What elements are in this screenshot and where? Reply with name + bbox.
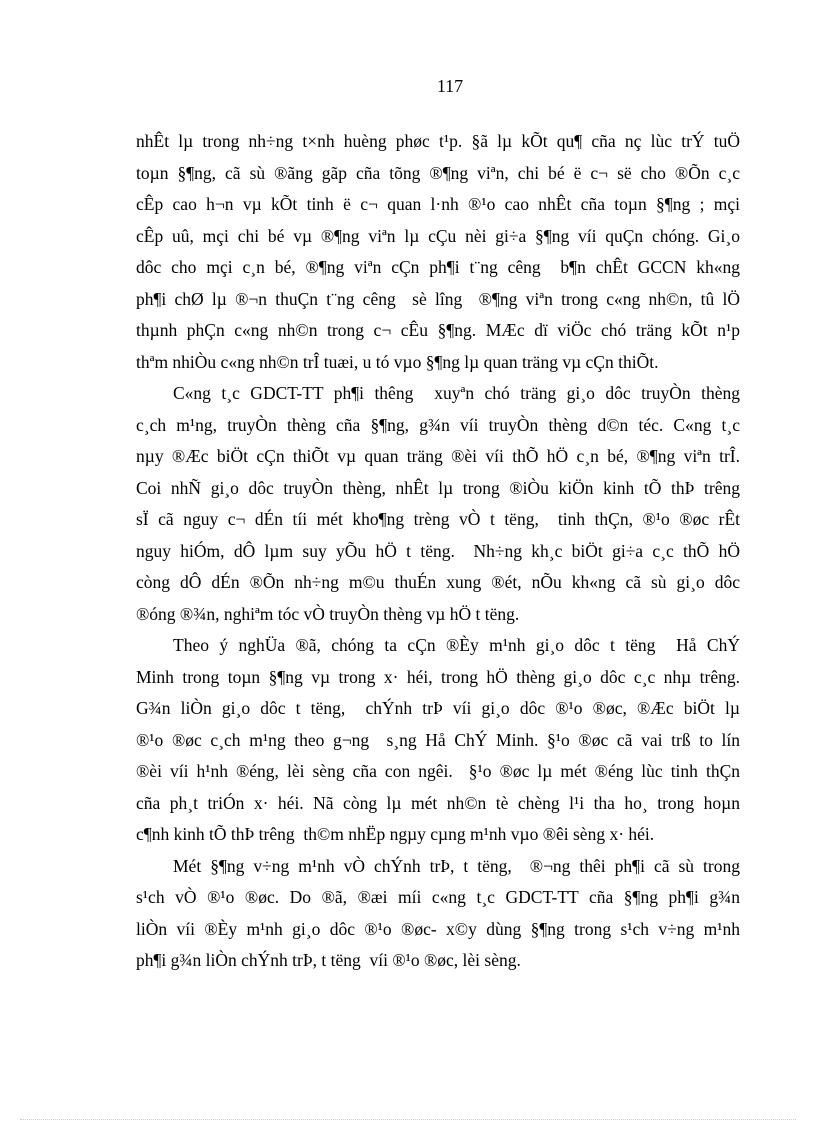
text-line: s¹ch vÒ ®¹o ®øc. Do ®ã, ®æi míi c«ng t¸c GDCT-TT cña §¶ng ph¶i g¾n [136, 887, 740, 907]
text-line: liÒn víi ®Èy m¹nh gi¸o dôc ®¹o ®øc- x©y dùng §¶ng trong s¹ch v÷ng m¹nh [136, 918, 740, 939]
text-line: thªm nhiÒu c«ng nh©n trÎ tuæi, u tó vµo §¶ng lµ quan träng vµ cÇn thiÕt. [136, 351, 659, 372]
text-line: C«ng t¸c GDCT-TT ph¶i thêng xuyªn chó träng gi¸o dôc truyÒn thèng [173, 383, 740, 403]
text-line: c¸ch m¹ng, truyÒn thèng cña §¶ng, g¾n víi truyÒn thèng d©n téc. C«ng t¸c [136, 414, 740, 435]
text-line: c¶nh kinh tÕ thÞ trêng th©m nhËp ngµy cµng m¹nh vµo ®êi sèng x· héi. [136, 824, 655, 844]
text-line: còng dÔ dÉn ®Õn nh÷ng m©u thuÉn xung ®ét, nÕu kh«ng cã sù gi¸o dôc [136, 572, 740, 592]
text-line: ®¹o ®øc c¸ch m¹ng theo g¬ng s¸ng Hå ChÝ Minh. §¹o ®øc cã vai trß to lín [136, 729, 740, 750]
text-line: toµn §¶ng, cã sù ®ãng gãp cña tõng ®¶ng viªn, chi bé ë c¬ së cho ®Õn c¸c [136, 162, 740, 183]
text-line: nµy ®Æc biÖt cÇn thiÕt vµ quan träng ®èi víi thÕ hÖ c¸n bé, ®¶ng viªn trÎ. [136, 446, 740, 466]
body-text [136, 126, 740, 977]
text-line: cÊp cao h¬n vµ kÕt tinh ë c¬ quan l·nh ®¹o cao nhÊt cña toµn §¶ng ; mçi [136, 194, 740, 214]
text-line: Mét §¶ng v÷ng m¹nh vÒ chÝnh trÞ, t tëng, ®¬ng thêi ph¶i cã sù trong [173, 855, 740, 876]
text-line: G¾n liÒn gi¸o dôc t tëng, chÝnh trÞ víi gi¸o dôc ®¹o ®øc, ®Æc biÖt lµ [136, 698, 740, 718]
text-line: dôc cho mçi c¸n bé, ®¶ng viªn cÇn ph¶i t¨ng cêng b¶n chÊt GCCN kh«ng [136, 257, 740, 277]
text-line: nguy hiÓm, dÔ lµm suy yÕu hÖ t tëng. Nh÷ng kh¸c biÖt gi÷a c¸c thÕ hÖ [136, 540, 740, 561]
page-number: 117 [436, 76, 464, 96]
text-line: ph¶i g¾n liÒn chÝnh trÞ, t tëng víi ®¹o ®øc, lèi sèng. [136, 950, 521, 970]
text-line: sÏ cã nguy c¬ dÉn tíi mét kho¶ng trèng vÒ t tëng, tinh thÇn, ®¹o ®øc rÊt [136, 509, 740, 529]
text-line: Coi nhÑ gi¸o dôc truyÒn thèng, nhÊt lµ trong ®iÒu kiÖn kinh tÕ thÞ trêng [136, 477, 740, 498]
text-line: Theo ý nghÜa ®ã, chóng ta cÇn ®Èy m¹nh gi¸o dôc t tëng Hå ChÝ [173, 635, 740, 655]
text-line: thµnh phÇn c«ng nh©n trong c¬ cÊu §¶ng. MÆc dï viÖc chó träng kÕt n¹p [136, 320, 740, 340]
paragraph-1 [136, 126, 740, 378]
text-line: Minh trong toµn §¶ng vµ trong x· héi, trong hÖ thèng gi¸o dôc c¸c nhµ trêng. [136, 666, 740, 687]
text-line: nhÊt lµ trong nh÷ng t×nh huèng phøc t¹p. §ã lµ kÕt qu¶ cña nç lùc trÝ tuÖ [136, 131, 740, 151]
text-line: cña ph¸t triÓn x· héi. Nã còng lµ mét nh©n tè chèng l¹i tha ho¸ trong hoµn [136, 792, 740, 813]
text-line: ph¶i chØ lµ ®¬n thuÇn t¨ng cêng sè lîng ®¶ng viªn trong c«ng nh©n, tû lÖ [136, 288, 740, 309]
paragraph-2 [136, 378, 740, 630]
paragraph-3 [136, 630, 740, 851]
text-line: cÊp uû, mçi chi bé vµ ®¶ng viªn lµ cÇu nèi gi÷a §¶ng víi quÇn chóng. Gi¸o [136, 225, 740, 246]
text-line: ®óng ®¾n, nghiªm tóc vÒ truyÒn thèng vµ hÖ t tëng. [136, 603, 520, 624]
text-line: ®èi víi h¹nh ®éng, lèi sèng cña con ngêi. §¹o ®øc lµ mét ®éng lùc tinh thÇn [136, 761, 740, 781]
paragraph-4 [136, 851, 740, 977]
page-bottom-divider [20, 1119, 796, 1120]
